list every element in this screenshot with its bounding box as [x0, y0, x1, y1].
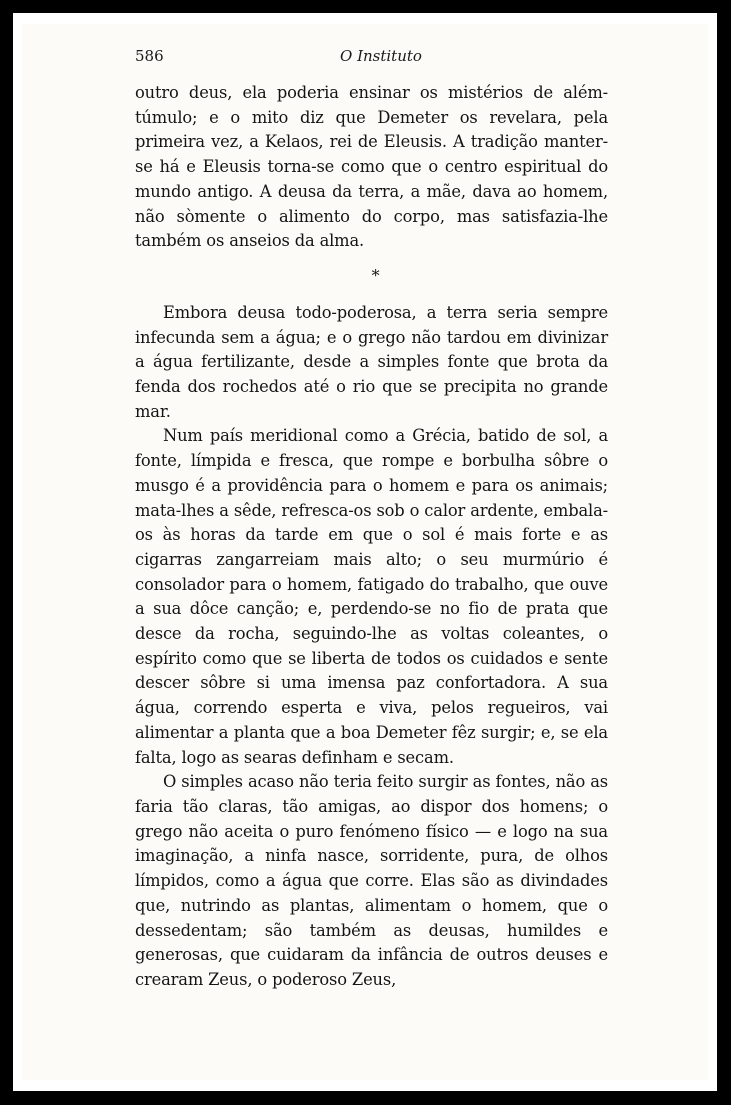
paragraph-2: Embora deusa todo-poderosa, a terra seria sempre infecunda sem a água; e o grego não tardou em divinizar a água fertilizante, desde a simples fonte que brota da fenda dos rochedos até o rio que se precipita no grande mar. — [135, 302, 608, 421]
paragraph-1: outro deus, ela poderia ensinar os mistérios de além-túmulo; e o mito diz que Demeter os revelara, pela primeira vez, a Kelaos, rei de Eleusis. A tradição manter-se há e Eleusis torna-se como que o centro espiritual do mundo antigo. A deusa da terra, a mãe, dava ao homem, não sòmente o alimento do corpo, mas satisfazia-lhe também os anseios da alma. — [135, 83, 608, 251]
paragraph-3: Num país meridional como a Grécia, batido de sol, a fonte, límpida e fresca, que rompe e borbulha sôbre o musgo é a providência para o homem e para os animais; mata-lhes a sêde, refresca-os sob o calor ardente, embala-os às horas da tarde em que o sol é mais forte e as cigarras zangarreiam mais alto; o seu murmúrio é consolador para o homem, fatigado do trabalho, que ouve a sua dôce canção; e, perdendo-se no fio de prata que desce da rocha, seguindo-lhe as voltas coleantes, o espírito como que se liberta de todos os cuidados e sente descer sôbre si uma imensa paz confortadora. A sua água, correndo esperta e viva, pelos regueiros, vai alimentar a planta que a boa Demeter fêz surgir; e, se ela falta, logo as searas definham e secam. — [135, 426, 608, 767]
running-title: O Instituto — [340, 47, 422, 65]
section-separator: * — [371, 265, 380, 285]
body-text — [135, 81, 608, 993]
paragraph-4: O simples acaso não teria feito surgir as fontes, não as faria tão claras, tão amigas, ao dispor dos homens; o grego não aceita o puro fenómeno físico — e logo na sua imaginação, a ninfa nasce, sorridente, pura, de olhos límpidos, como a água que corre. Elas são as divindades que, nutrindo as plantas, alimentam o homem, que o dessedentam; são também as deusas, humildes e generosas, que cuidaram da infância de outros deuses e crearam Zeus, o poderoso Zeus, — [135, 772, 608, 989]
running-header — [135, 47, 605, 71]
page-number: 586 — [135, 47, 164, 65]
